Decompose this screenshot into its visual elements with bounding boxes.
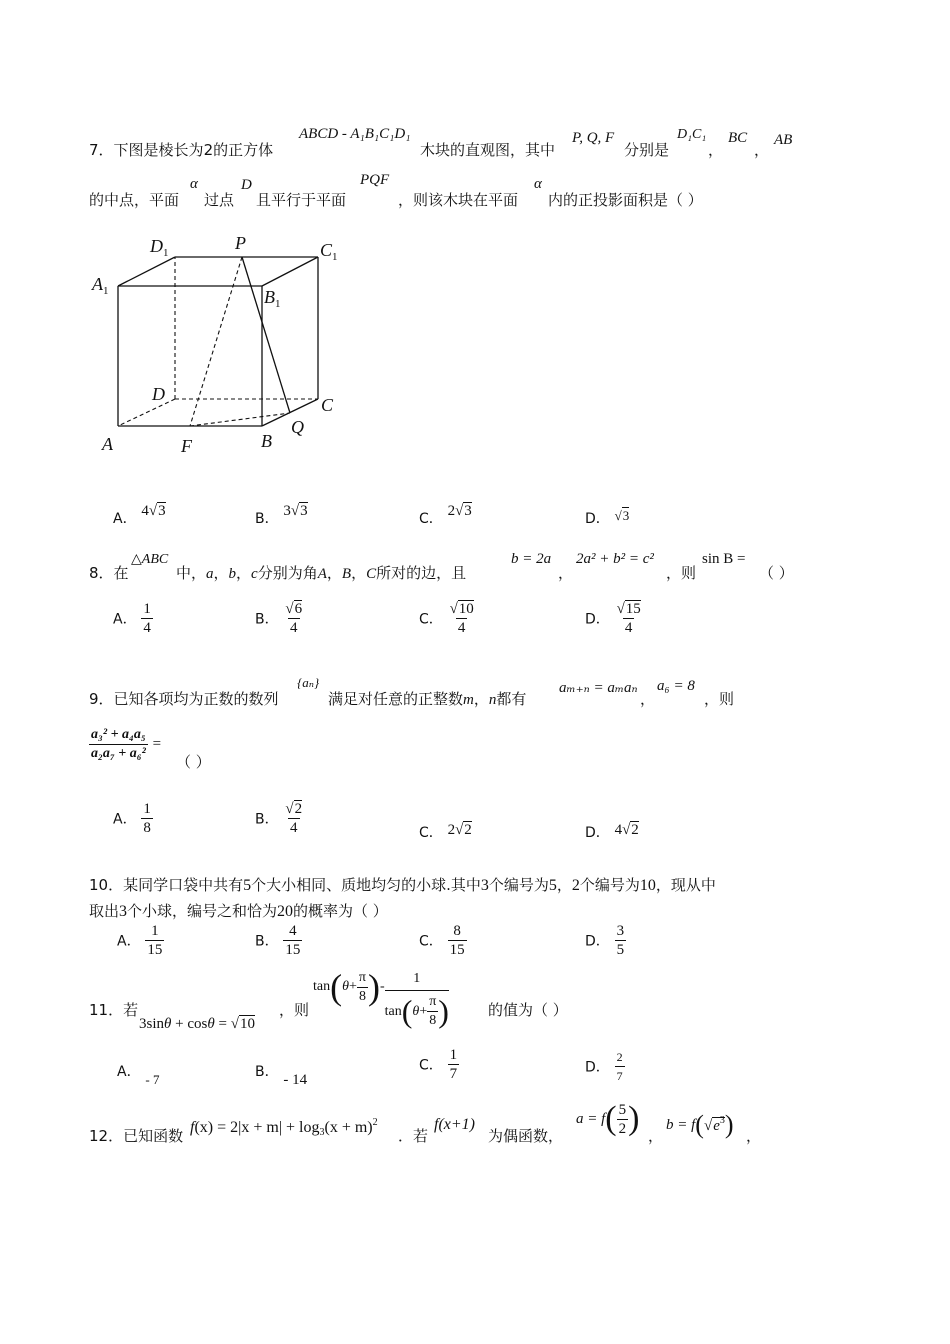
q7-option-b[interactable]: B． 3√3	[255, 503, 308, 527]
q8-paren: （ ）	[759, 564, 794, 582]
q12-c1: ，	[648, 1127, 664, 1145]
q9-expression: $\frac{\text{a₃² + a₄a₅}}{\text{a₂a₇ + a₆²}}$ =	[91, 727, 162, 761]
q10-option-c[interactable]: C． $\frac{8}{15}$	[419, 923, 465, 958]
q10-option-d[interactable]: D． $\frac{3}{5}$	[585, 923, 625, 958]
q7-line2b: 过点	[204, 191, 235, 209]
q8-option-c[interactable]: C． $\frac{√10}{4}$	[419, 601, 474, 636]
q11-option-a[interactable]: A． - 7	[117, 1064, 160, 1087]
label-c: C	[321, 395, 334, 415]
q9-option-d[interactable]: D． 4√2	[585, 822, 639, 841]
q7-seg1: D₁C₁	[677, 127, 707, 142]
q11-expression: tan ( θ + $\frac{\pi}{8}$ ) - 1 tan ( θ + $\frac{\pi}{8}$ )	[313, 967, 449, 1029]
q8-c5: ，	[558, 564, 574, 582]
q7-alpha: α	[190, 176, 198, 192]
q8-triangle: △ABC	[131, 552, 169, 567]
q7-line1: 7．下图是棱长为2的正方体	[89, 141, 274, 159]
q8-ask: sin B =	[702, 551, 746, 567]
q11-then: ，则	[279, 1001, 310, 1019]
seg-p-f	[190, 257, 242, 426]
label-a: A	[102, 434, 113, 454]
label-d1: $D_1$	[150, 236, 169, 259]
label-a1: $A_1$	[92, 274, 109, 297]
q7-sep2: ，	[754, 141, 770, 159]
q11-option-d[interactable]: D． $\frac{2}{7}$	[585, 1050, 623, 1083]
q9-option-b[interactable]: B． $\frac{√2}{4}$	[255, 801, 303, 836]
q8-cond1: b = 2a	[511, 551, 552, 567]
label-b: B	[261, 431, 272, 451]
label-b1: $B_1$	[264, 287, 281, 310]
q11-option-b[interactable]: B． - 14	[255, 1064, 308, 1088]
q9-c2: ，则	[704, 690, 735, 708]
q11-lead: 11．若	[89, 1001, 139, 1019]
q8-line: 8．在	[89, 564, 129, 582]
edge-d-a	[118, 399, 175, 426]
q12-t2: 为偶函数，	[488, 1127, 564, 1145]
label-p: P	[235, 233, 246, 253]
q12-c2: ，	[746, 1127, 762, 1145]
label-c1: $C_1$	[320, 240, 338, 263]
q8-cond2: 2a² + b² = c²	[576, 551, 654, 567]
q7-points: P, Q, F	[572, 130, 615, 146]
cube-figure	[88, 232, 358, 460]
q11-tail: 的值为（ ）	[488, 1001, 568, 1019]
q7-line2a: 的中点，平面	[89, 191, 180, 209]
q8-option-d[interactable]: D． $\frac{√15}{4}$	[585, 601, 641, 636]
q8-c6: ，则	[666, 564, 697, 582]
q8-text: 中，a，b，c分别为角A，B，C所对的边，且	[176, 564, 467, 582]
q9-paren: （ ）	[176, 753, 211, 771]
q7-line2d: ，则该木块在平面	[398, 191, 519, 209]
edge-a1-d1	[118, 257, 175, 286]
label-d: D	[152, 384, 165, 404]
q12-fx1: f(x+1)	[434, 1116, 475, 1133]
q7-point-d: D	[241, 177, 252, 193]
q12-lead: 12．已知函数	[89, 1127, 184, 1145]
q9-given: a₆ = 8	[657, 678, 695, 694]
q9-option-a[interactable]: A． $\frac{1}{8}$	[113, 801, 151, 836]
q9-seq: {aₙ}	[297, 675, 320, 690]
q9-option-c[interactable]: C． 2√2	[419, 822, 472, 841]
edge-c1-b1	[262, 257, 318, 286]
q10-line1: 10．某同学口袋中共有5个大小相同、质地均匀的小球.其中3个编号为5，2个编号为10，现从中	[89, 876, 716, 894]
q7-sep1: ，	[708, 141, 724, 159]
label-f: F	[181, 436, 192, 456]
q9-line1b: 满足对任意的正整数m，n都有	[328, 690, 527, 708]
q9-rule: aₘ₊ₙ = aₘaₙ	[559, 680, 638, 696]
q7-seg2: BC	[728, 130, 748, 146]
q7-plane: PQF	[360, 172, 390, 188]
q8-option-b[interactable]: B． $\frac{√6}{4}$	[255, 601, 303, 636]
q12-b-def: b = f ( $√e^3$ )	[666, 1110, 734, 1139]
q7-option-d[interactable]: D． √3	[585, 508, 630, 527]
seg-p-q	[242, 257, 290, 413]
q9-line1a: 9．已知各项均为正数的数列	[89, 690, 279, 708]
q11-condition: 3sinθ + cosθ = √10	[139, 1016, 255, 1032]
q7-alpha2: α	[534, 176, 542, 192]
q12-a-def: a = f ( $\frac{5}{2}$ )	[576, 1100, 640, 1137]
q10-option-a[interactable]: A． $\frac{1}{15}$	[117, 923, 163, 958]
q12-t1: ．若	[398, 1127, 429, 1145]
q7-line1b: 木块的直观图，其中	[420, 141, 556, 159]
q7-line2e: 内的正投影面积是（ ）	[548, 191, 703, 209]
q10-line2: 取出3个小球，编号之和恰为20的概率为（ ）	[89, 902, 388, 920]
q7-option-a[interactable]: A． 4√3	[113, 503, 166, 527]
q7-line2c: 且平行于平面	[256, 191, 347, 209]
q12-function: $f(x) = 2|x + m| + \log_3(x + m)^2$	[190, 1117, 378, 1138]
q7-cube-name: ABCD - A₁B₁C₁D₁	[299, 126, 411, 142]
q10-option-b[interactable]: B． $\frac{4}{15}$	[255, 923, 301, 958]
q11-option-c[interactable]: C． $\frac{1}{7}$	[419, 1047, 458, 1082]
q7-seg3: AB	[774, 132, 793, 148]
q7-option-c[interactable]: C． 2√3	[419, 503, 472, 527]
q7-fenbie: 分别是	[624, 141, 670, 159]
q8-option-a[interactable]: A． $\frac{1}{4}$	[113, 601, 151, 636]
label-q: Q	[291, 417, 304, 437]
q9-c1: ，	[640, 690, 656, 708]
